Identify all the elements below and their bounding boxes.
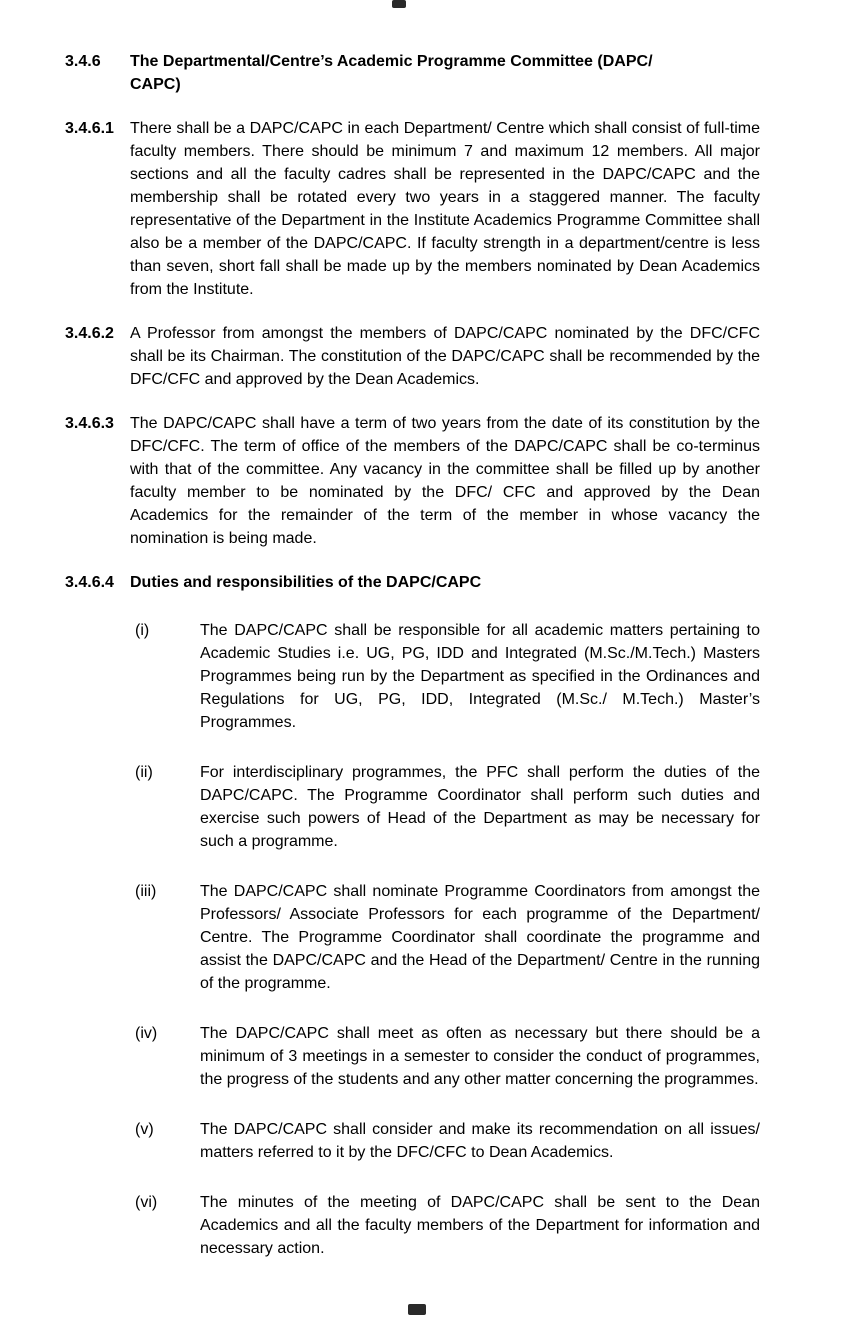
subsection-number: 3.4.6.4 — [65, 574, 114, 591]
scan-artifact-bottom — [408, 1304, 426, 1315]
list-item-iii — [135, 880, 760, 995]
list-item-text: The DAPC/CAPC shall consider and make its recommendation on all issues/ matters referred to it by the DFC/CFC to Dean Academics. — [200, 1121, 760, 1161]
list-marker: (ii) — [135, 764, 153, 781]
list-marker: (v) — [135, 1121, 154, 1138]
scan-artifact-top — [392, 0, 406, 8]
para-text: A Professor from amongst the members of DAPC/CAPC nominated by the DFC/CFC shall be its Chairman. The constitution of the DAPC/CAPC shall be recommended by the DFC/CFC and approved by the Dean Academics. — [130, 325, 760, 388]
list-item-v — [135, 1118, 760, 1164]
list-marker: (vi) — [135, 1194, 158, 1211]
list-item-ii — [135, 761, 760, 853]
paragraph-3-4-6-3 — [65, 412, 760, 550]
list-item-vi — [135, 1191, 760, 1260]
section-number: 3.4.6 — [65, 53, 101, 70]
list-marker: (iii) — [135, 883, 157, 900]
list-marker: (i) — [135, 622, 150, 639]
list-item-text: The minutes of the meeting of DAPC/CAPC shall be sent to the Dean Academics and all the faculty members of the Department for information and necessary action. — [200, 1194, 760, 1257]
list-marker: (iv) — [135, 1025, 158, 1042]
section-heading-line1: The Departmental/Centre’s Academic Programme Committee (DAPC/ — [130, 53, 653, 70]
para-number: 3.4.6.1 — [65, 120, 114, 137]
section-heading-line2: CAPC) — [130, 76, 181, 93]
section-heading — [65, 50, 760, 96]
paragraph-3-4-6-2 — [65, 322, 760, 391]
list-item-text: For interdisciplinary programmes, the PFC shall perform the duties of the DAPC/CAPC. The Programme Coordinator shall perform such duties and exercise such powers of Head of the Department as may be necessary for such a programme. — [200, 764, 760, 850]
subsection-heading-text: Duties and responsibilities of the DAPC/CAPC — [130, 574, 482, 591]
list-item-iv — [135, 1022, 760, 1091]
subsection-heading — [65, 571, 760, 594]
list-item-i — [135, 619, 760, 734]
list-item-text: The DAPC/CAPC shall nominate Programme Coordinators from amongst the Professors/ Associate Professors for each programme of the Department/ Centre. The Programme Coordinator shall coordinate the programme and assist the DAPC/CAPC and the Head of the Department/ Centre in the running of the programme. — [200, 883, 760, 992]
para-number: 3.4.6.3 — [65, 415, 114, 432]
para-text: There shall be a DAPC/CAPC in each Department/ Centre which shall consist of full-time faculty members. There should be minimum 7 and maximum 12 members. All major sections and all the faculty cadres shall be represented in the DAPC/CAPC and the membership shall be rotated every two years in a staggered manner. The faculty representative of the Department in the Institute Academics Programme Committee shall also be a member of the DAPC/CAPC. If faculty strength in a department/centre is less than seven, short fall shall be made up by the members nominated by Dean Academics from the Institute. — [130, 120, 760, 298]
paragraph-3-4-6-1 — [65, 117, 760, 301]
section-heading-text — [130, 50, 760, 96]
list-item-text: The DAPC/CAPC shall be responsible for all academic matters pertaining to Academic Studies i.e. UG, PG, IDD and Integrated (M.Sc./M.Tech.) Masters Programmes being run by the Department as specified in the Ordinances and Regulations for UG, PG, IDD, Integrated (M.Sc./ M.Tech.) Master’s Programmes. — [200, 622, 760, 731]
para-text: The DAPC/CAPC shall have a term of two years from the date of its constitution by the DFC/CFC. The term of office of the members of the DAPC/CAPC shall be co-terminus with that of the committee. Any vacancy in the committee shall be filled up by another faculty member to be nominated by the DFC/ CFC and approved by the Dean Academics for the remainder of the term of the member in whose vacancy the nomination is being made. — [130, 415, 760, 547]
duties-list — [65, 619, 760, 1260]
list-item-text: The DAPC/CAPC shall meet as often as necessary but there should be a minimum of 3 meetings in a semester to consider the conduct of programmes, the progress of the students and any other matter concerning the programmes. — [200, 1025, 760, 1088]
para-number: 3.4.6.2 — [65, 325, 114, 342]
document-page — [65, 50, 760, 1287]
